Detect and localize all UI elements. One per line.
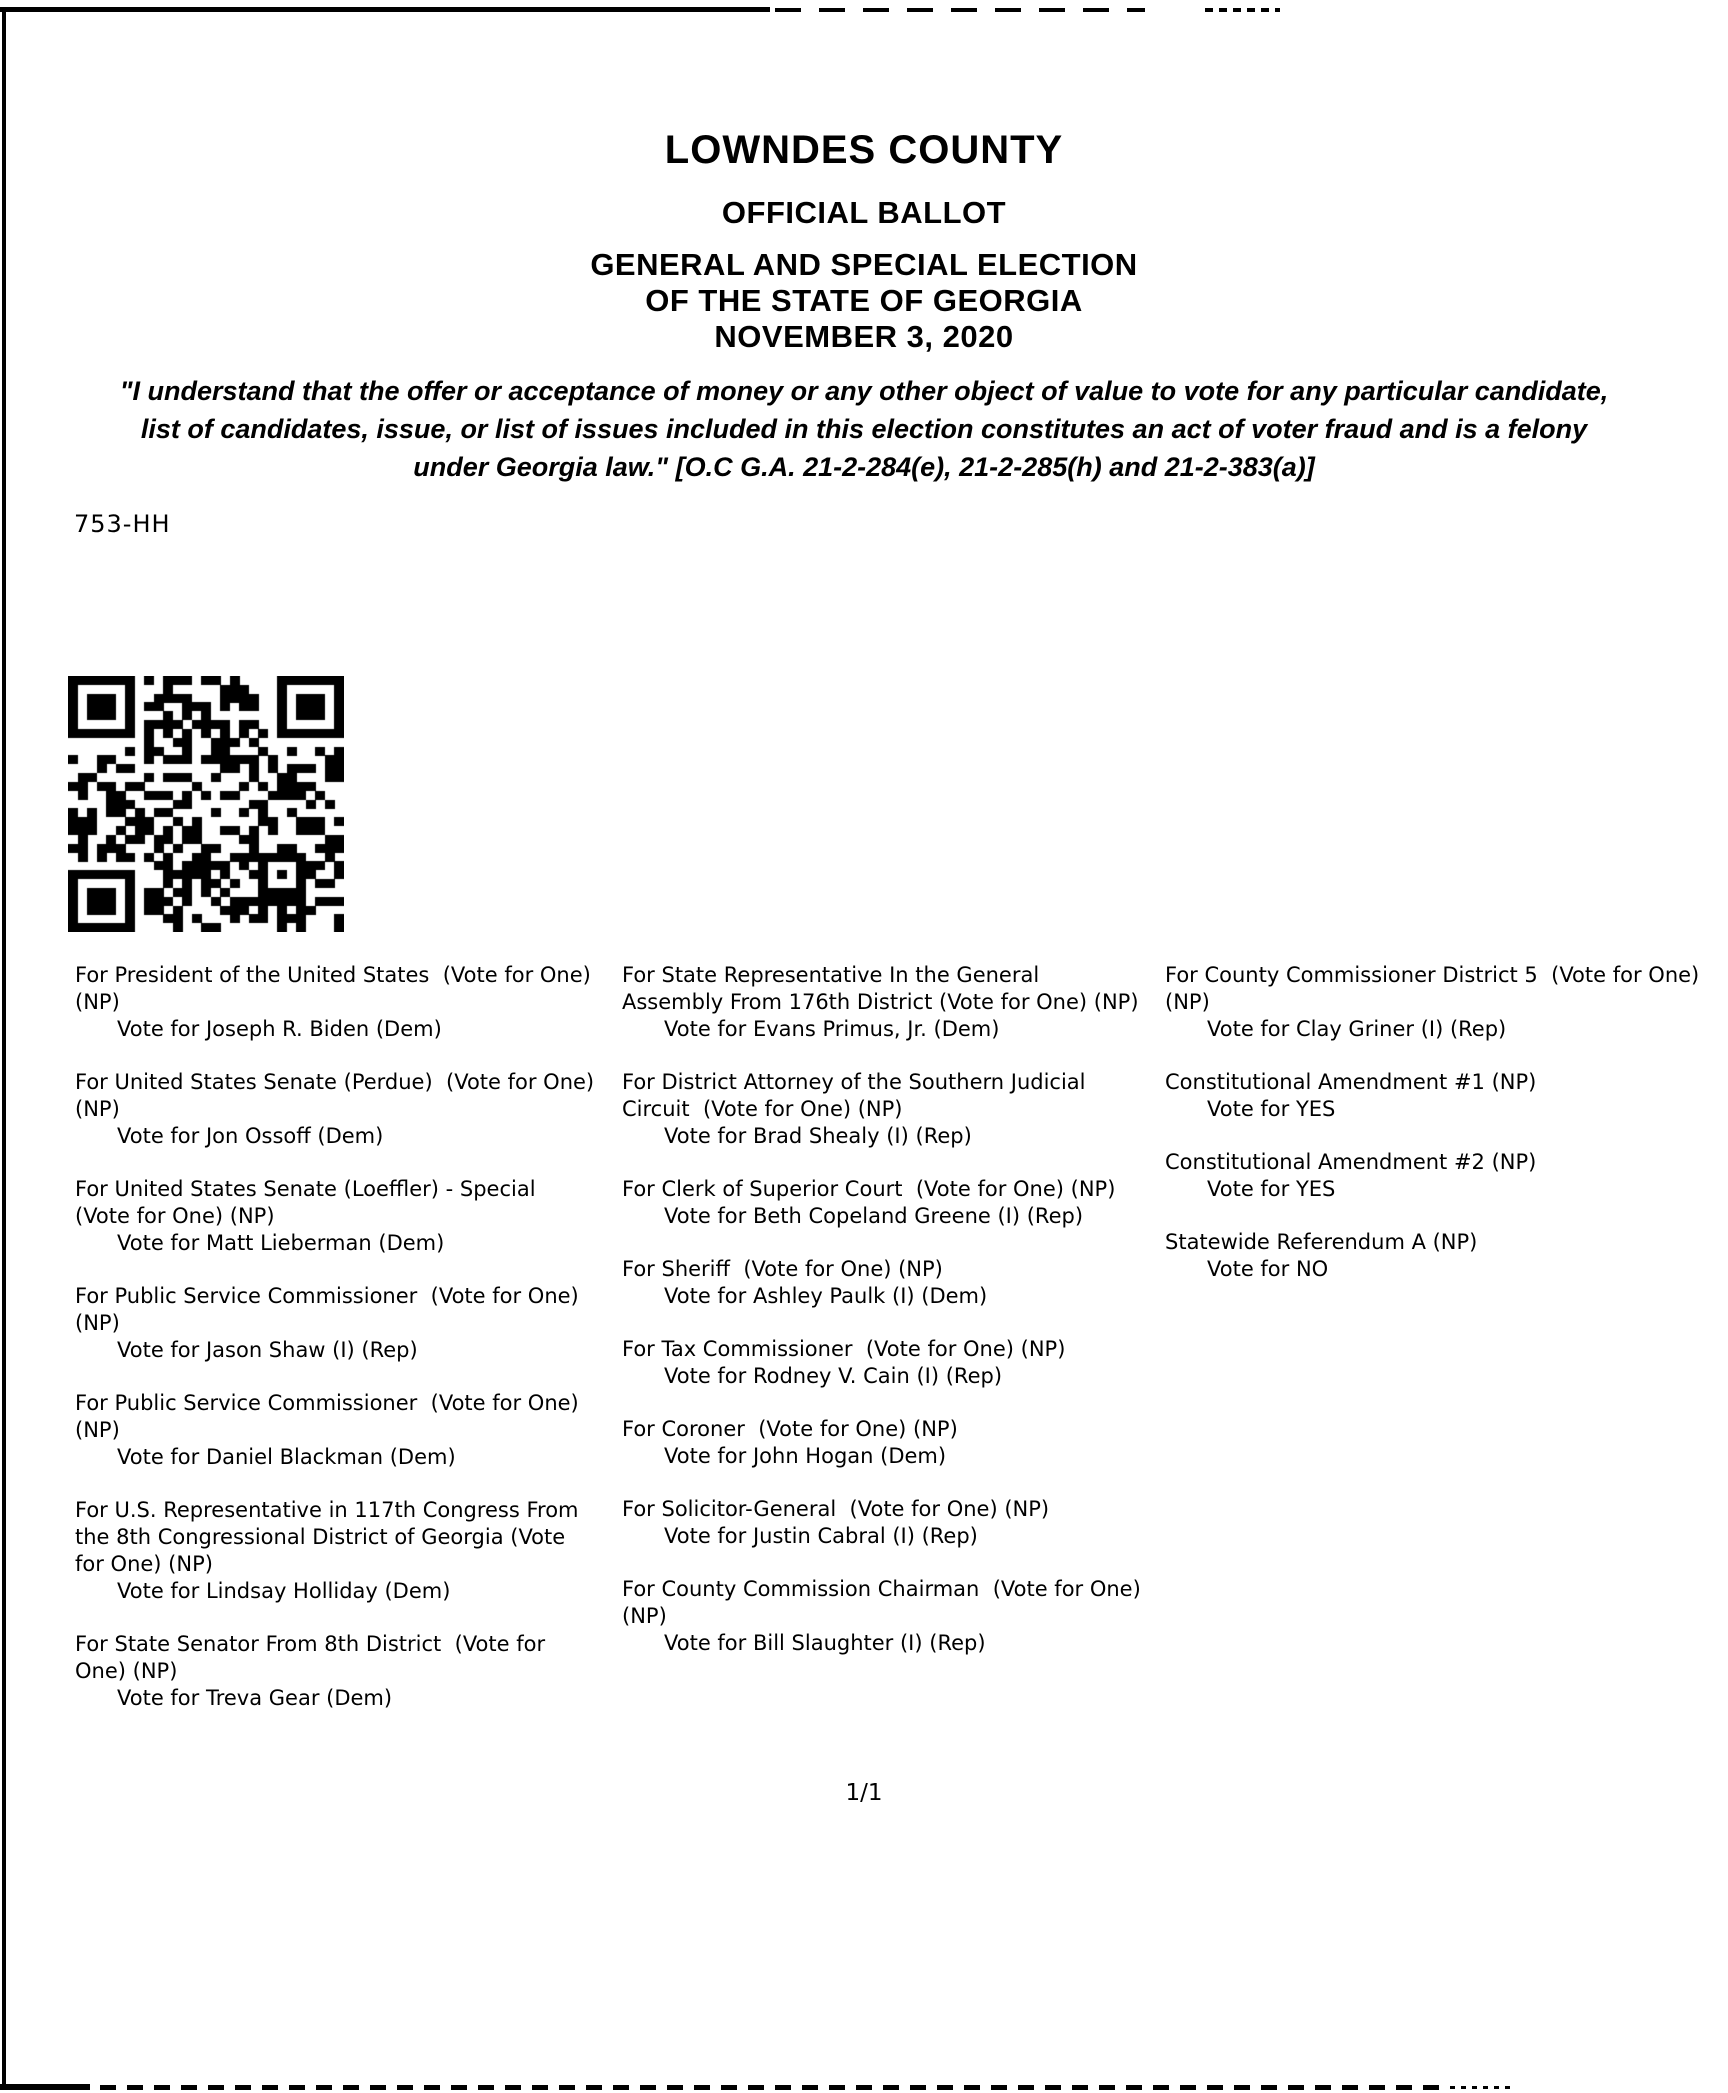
fraud-disclaimer (0, 372, 1728, 486)
ballot-header (0, 128, 1728, 355)
contest-selection: Vote for Treva Gear (Dem) (117, 1686, 393, 1710)
scan-artifact-top (0, 7, 770, 12)
contest-title: For State Senator From 8th District (Vote for One) (NP) (75, 1632, 552, 1683)
disclaimer-line: list of candidates, issue, or list of issues included in this election constitutes an act of voter fraud and is a felony (140, 414, 1588, 444)
contest-column-3 (1165, 962, 1728, 1309)
ballot-style-code: 753-HH (74, 510, 171, 538)
contest (75, 1176, 595, 1257)
election-title (0, 247, 1728, 355)
contest-title: For State Representative In the General Assembly From 176th District (Vote for One) (NP) (622, 963, 1139, 1014)
contest-title: For Coroner (Vote for One) (NP) (622, 1417, 958, 1441)
ballot-type-title: OFFICIAL BALLOT (721, 195, 1007, 230)
contest-title: For Sheriff (Vote for One) (NP) (622, 1257, 943, 1281)
contest (622, 1576, 1148, 1657)
scan-artifact-bottom (100, 2085, 1440, 2090)
contest-column-2 (622, 962, 1148, 1683)
contest-selection: Vote for Bill Slaughter (I) (Rep) (664, 1631, 986, 1655)
election-date: NOVEMBER 3, 2020 (714, 319, 1014, 354)
contest (75, 1283, 595, 1364)
contest-title: Statewide Referendum A (NP) (1165, 1230, 1478, 1254)
contest-selection: Vote for Joseph R. Biden (Dem) (117, 1017, 442, 1041)
contest-title: For United States Senate (Perdue) (Vote for One) (NP) (75, 1070, 601, 1121)
scan-artifact-top (775, 8, 1145, 12)
contest-selection: Vote for Brad Shealy (I) (Rep) (664, 1124, 972, 1148)
contest-selection: Vote for Matt Lieberman (Dem) (117, 1231, 445, 1255)
contest-title: For Tax Commissioner (Vote for One) (NP) (622, 1337, 1066, 1361)
contest-selection: Vote for John Hogan (Dem) (664, 1444, 947, 1468)
scan-artifact-bottom (1450, 2086, 1510, 2089)
disclaimer-line: under Georgia law." [O.C G.A. 21-2-284(e), 21-2-285(h) and 21-2-383(a)] (413, 452, 1315, 482)
contest-title: Constitutional Amendment #2 (NP) (1165, 1150, 1537, 1174)
contest-selection: Vote for Clay Griner (I) (Rep) (1207, 1017, 1507, 1041)
contest (622, 1176, 1142, 1230)
contest (1165, 1229, 1728, 1283)
contest-selection: Vote for Daniel Blackman (Dem) (117, 1445, 456, 1469)
contest-column-1 (75, 962, 601, 1738)
election-title-line: OF THE STATE OF GEORGIA (645, 283, 1083, 318)
contest-title: For President of the United States (Vote for One) (NP) (75, 963, 598, 1014)
disclaimer-line: "I understand that the offer or acceptance of money or any other object of value to vote for any particular candidate, (119, 376, 1609, 406)
contest (75, 1497, 595, 1605)
contest-selection: Vote for YES (1207, 1177, 1336, 1201)
contest (622, 1336, 1142, 1390)
contest-selection: Vote for Rodney V. Cain (I) (Rep) (664, 1364, 1003, 1388)
contest (75, 1631, 595, 1712)
contest (622, 1069, 1142, 1150)
contest-title: For County Commission Chairman (Vote for One) (NP) (622, 1577, 1148, 1628)
contest-selection: Vote for Ashley Paulk (I) (Dem) (664, 1284, 988, 1308)
county-title: LOWNDES COUNTY (664, 128, 1064, 172)
contest-selection: Vote for Jon Ossoff (Dem) (117, 1124, 384, 1148)
contest (622, 1416, 1142, 1470)
contest (75, 1390, 595, 1471)
contest-title: Constitutional Amendment #1 (NP) (1165, 1070, 1537, 1094)
contest (622, 1256, 1142, 1310)
contest-selection: Vote for NO (1207, 1257, 1329, 1281)
page-number: 1/1 (845, 1780, 883, 1806)
contest (622, 962, 1142, 1043)
contest (1165, 962, 1728, 1043)
scan-artifact-bottom (0, 2084, 90, 2090)
election-title-line: GENERAL AND SPECIAL ELECTION (590, 247, 1138, 282)
contest-title: For Clerk of Superior Court (Vote for One) (NP) (622, 1177, 1116, 1201)
contest-title: For Public Service Commissioner (Vote for One) (NP) (75, 1391, 586, 1442)
contest (75, 1069, 601, 1150)
contest-title: For U.S. Representative in 117th Congress From the 8th Congressional District of Georgia (Vote for One) (NP) (75, 1498, 586, 1576)
contest (1165, 1069, 1728, 1123)
contest-title: For County Commissioner District 5 (Vote for One) (NP) (1165, 963, 1706, 1014)
scan-artifact-top (1205, 8, 1280, 12)
contest-title: For Public Service Commissioner (Vote for One) (NP) (75, 1284, 586, 1335)
contest-selection: Vote for Justin Cabral (I) (Rep) (664, 1524, 978, 1548)
contest-selection: Vote for Jason Shaw (I) (Rep) (117, 1338, 418, 1362)
contest-title: For Solicitor-General (Vote for One) (NP) (622, 1497, 1050, 1521)
contest-title: For United States Senate (Loeffler) - Special (Vote for One) (NP) (75, 1177, 549, 1228)
contest (1165, 1149, 1728, 1203)
contest-selection: Vote for Evans Primus, Jr. (Dem) (664, 1017, 1000, 1041)
contest-selection: Vote for Lindsay Holliday (Dem) (117, 1579, 451, 1603)
qr-code-icon (68, 676, 344, 932)
contest (622, 1496, 1142, 1550)
contest-selection: Vote for Beth Copeland Greene (I) (Rep) (664, 1204, 1084, 1228)
contest (75, 962, 598, 1043)
contest-title: For District Attorney of the Southern Judicial Circuit (Vote for One) (NP) (622, 1070, 1093, 1121)
contest-selection: Vote for YES (1207, 1097, 1336, 1121)
